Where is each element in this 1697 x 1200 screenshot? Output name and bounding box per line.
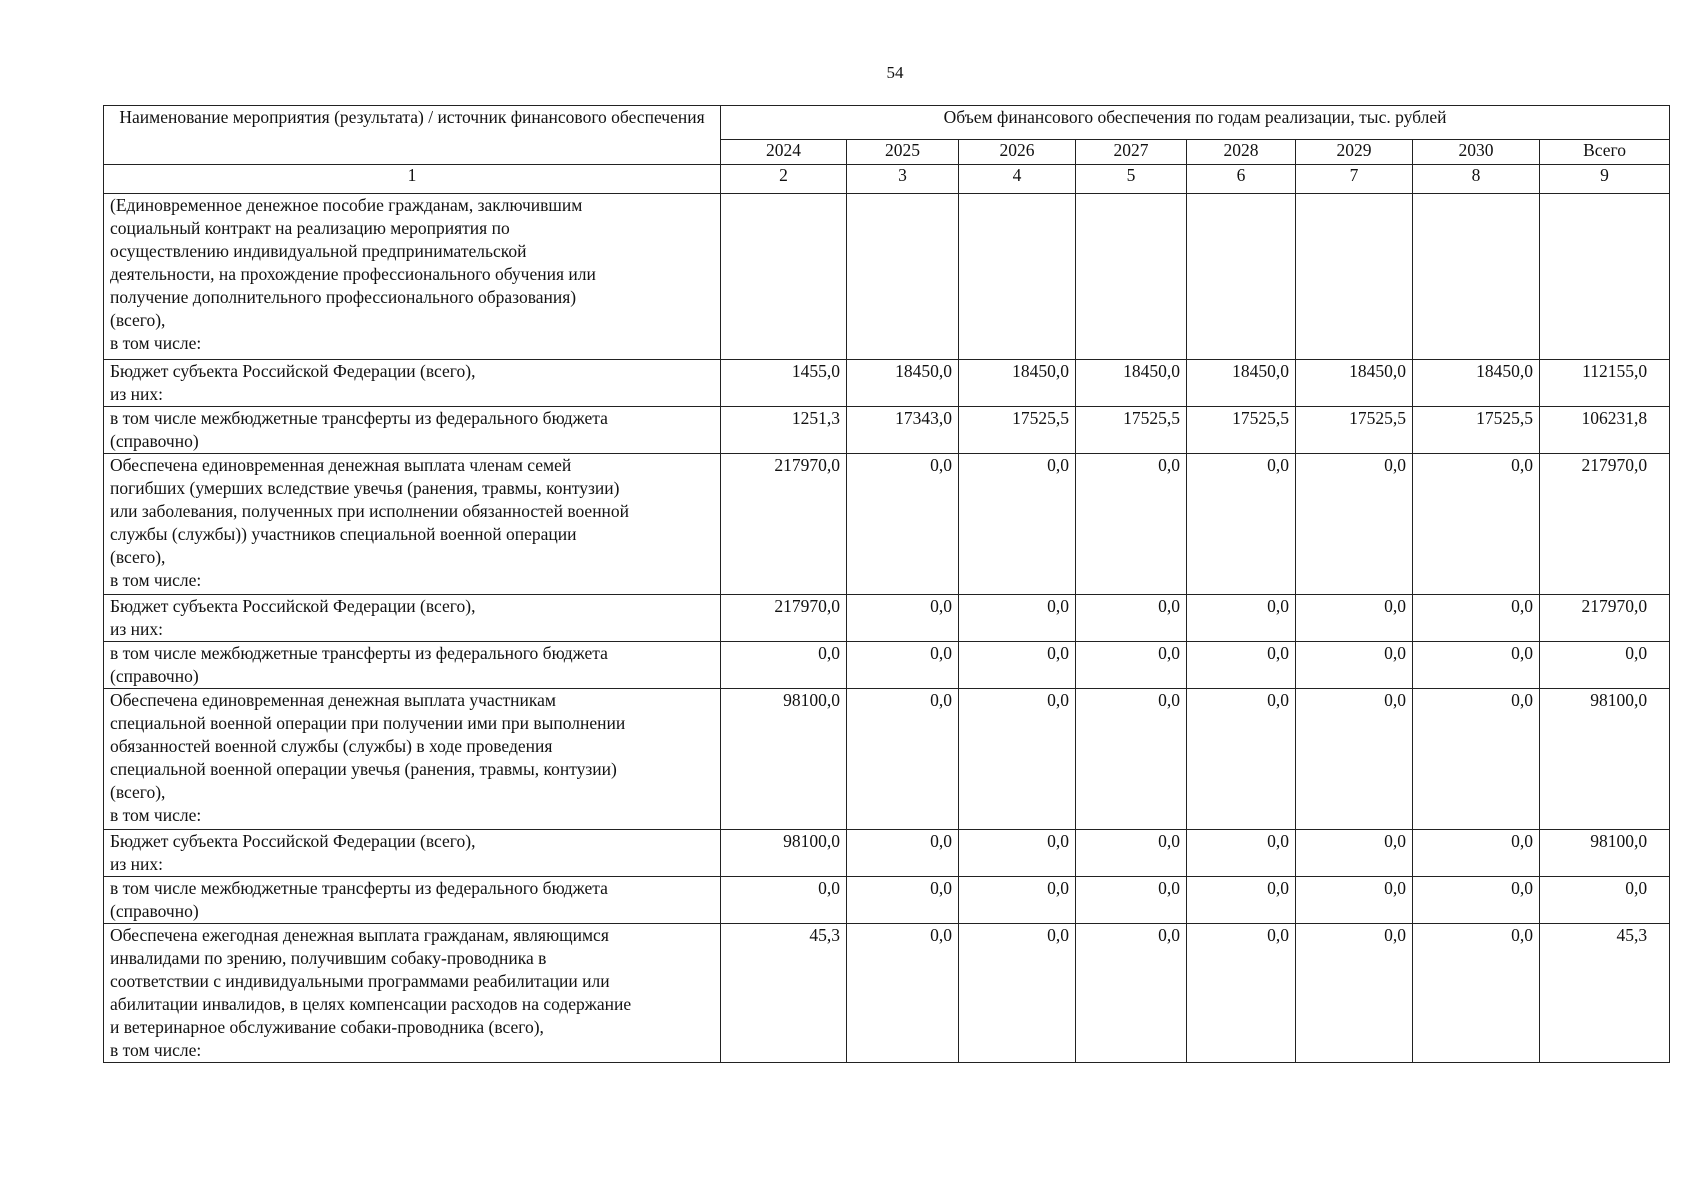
year-value-cell: 0,0 — [847, 642, 959, 689]
total-value-cell: 0,0 — [1540, 877, 1670, 924]
year-value-cell: 0,0 — [1413, 454, 1540, 595]
year-value-cell: 0,0 — [1187, 454, 1296, 595]
column-number: 8 — [1413, 165, 1540, 194]
activity-row — [104, 924, 1670, 1063]
year-value-cell: 0,0 — [1076, 642, 1187, 689]
header-total: Всего — [1540, 139, 1670, 164]
year-value-cell: 0,0 — [847, 877, 959, 924]
year-value-cell: 0,0 — [959, 595, 1076, 642]
transfer-row — [104, 877, 1670, 924]
year-value-cell: 18450,0 — [959, 360, 1076, 407]
description-line: Бюджет субъекта Российской Федерации (всего), — [110, 831, 476, 851]
description-line: Обеспечена единовременная денежная выплата членам семей — [110, 455, 572, 475]
total-value-cell: 98100,0 — [1540, 830, 1670, 877]
description-line: службы (службы)) участников специальной военной операции — [110, 524, 577, 544]
description-line: инвалидами по зрению, получившим собаку-проводника в — [110, 948, 547, 968]
year-value-cell — [959, 194, 1076, 360]
year-value-cell: 0,0 — [1187, 830, 1296, 877]
year-value-cell: 0,0 — [721, 642, 847, 689]
column-number: 3 — [847, 165, 959, 194]
year-value-cell: 0,0 — [959, 689, 1076, 830]
year-value-cell: 0,0 — [1413, 877, 1540, 924]
year-value-cell: 0,0 — [1076, 830, 1187, 877]
description-line: (всего), — [110, 782, 166, 802]
description-line: Бюджет субъекта Российской Федерации (всего), — [110, 596, 476, 616]
column-number: 4 — [959, 165, 1076, 194]
description-line: абилитации инвалидов, в целях компенсации расходов на содержание — [110, 994, 632, 1014]
year-value-cell: 98100,0 — [721, 689, 847, 830]
year-value-cell: 17525,5 — [1076, 407, 1187, 454]
row-description — [104, 689, 721, 830]
year-value-cell: 0,0 — [1076, 595, 1187, 642]
row-description — [104, 407, 721, 454]
row-description — [104, 877, 721, 924]
table-body — [104, 194, 1670, 1063]
description-line: обязанностей военной службы (службы) в ходе проведения — [110, 736, 553, 756]
year-value-cell: 45,3 — [721, 924, 847, 1063]
activity-row — [104, 454, 1670, 595]
year-value-cell: 0,0 — [1187, 689, 1296, 830]
year-value-cell: 18450,0 — [847, 360, 959, 407]
description-line: (справочно) — [110, 901, 199, 921]
year-value-cell: 17343,0 — [847, 407, 959, 454]
year-value-cell: 0,0 — [847, 830, 959, 877]
header-year: 2029 — [1296, 139, 1413, 164]
year-value-cell: 18450,0 — [1076, 360, 1187, 407]
header-name-column: Наименование мероприятия (результата) / источник финансового обеспечения — [104, 106, 721, 165]
total-value-cell: 98100,0 — [1540, 689, 1670, 830]
header-year: 2027 — [1076, 139, 1187, 164]
year-value-cell: 217970,0 — [721, 454, 847, 595]
description-line: в том числе: — [110, 333, 202, 353]
description-line: в том числе: — [110, 805, 202, 825]
description-line: в том числе межбюджетные трансферты из федерального бюджета — [110, 643, 608, 663]
year-value-cell: 0,0 — [1076, 454, 1187, 595]
description-line: специальной военной операции при получении ими при выполнении — [110, 713, 626, 733]
year-value-cell — [721, 194, 847, 360]
description-line: из них: — [110, 384, 163, 404]
financing-table — [103, 105, 1670, 1063]
header-volume-column: Объем финансового обеспечения по годам реализации, тыс. рублей — [721, 106, 1670, 140]
year-value-cell: 0,0 — [721, 877, 847, 924]
description-line: (справочно) — [110, 431, 199, 451]
total-value-cell: 112155,0 — [1540, 360, 1670, 407]
column-number: 7 — [1296, 165, 1413, 194]
transfer-row — [104, 407, 1670, 454]
description-line: деятельности, на прохождение профессионального обучения или — [110, 264, 596, 284]
description-line: в том числе: — [110, 1040, 202, 1060]
year-value-cell: 0,0 — [1296, 877, 1413, 924]
description-line: в том числе межбюджетные трансферты из федерального бюджета — [110, 878, 608, 898]
column-number: 2 — [721, 165, 847, 194]
column-number: 9 — [1540, 165, 1670, 194]
description-line: Бюджет субъекта Российской Федерации (всего), — [110, 361, 476, 381]
year-value-cell — [1413, 194, 1540, 360]
year-value-cell: 0,0 — [959, 877, 1076, 924]
year-value-cell: 217970,0 — [721, 595, 847, 642]
year-value-cell: 17525,5 — [1296, 407, 1413, 454]
year-value-cell: 0,0 — [1076, 877, 1187, 924]
row-description — [104, 595, 721, 642]
column-number: 1 — [104, 165, 721, 194]
year-value-cell: 0,0 — [1296, 689, 1413, 830]
year-value-cell: 18450,0 — [1187, 360, 1296, 407]
row-description — [104, 642, 721, 689]
year-value-cell — [1187, 194, 1296, 360]
transfer-row — [104, 642, 1670, 689]
year-value-cell: 17525,5 — [1187, 407, 1296, 454]
activity-row — [104, 689, 1670, 830]
description-line: погибших (умерших вследствие увечья (ранения, травмы, контузии) — [110, 478, 620, 498]
total-value-cell: 106231,8 — [1540, 407, 1670, 454]
year-value-cell — [1076, 194, 1187, 360]
row-description — [104, 194, 721, 360]
row-description — [104, 924, 721, 1063]
year-value-cell: 0,0 — [847, 924, 959, 1063]
year-value-cell: 0,0 — [847, 689, 959, 830]
year-value-cell: 0,0 — [1076, 924, 1187, 1063]
header-year: 2028 — [1187, 139, 1296, 164]
header-year: 2025 — [847, 139, 959, 164]
description-line: соответствии с индивидуальными программами реабилитации или — [110, 971, 610, 991]
description-line: или заболевания, полученных при исполнении обязанностей военной — [110, 501, 630, 521]
year-value-cell: 0,0 — [847, 454, 959, 595]
year-value-cell: 0,0 — [847, 595, 959, 642]
total-value-cell: 217970,0 — [1540, 454, 1670, 595]
description-line: и ветеринарное обслуживание собаки-проводника (всего), — [110, 1017, 544, 1037]
year-value-cell: 0,0 — [1413, 642, 1540, 689]
year-value-cell: 0,0 — [1187, 595, 1296, 642]
budget-row — [104, 830, 1670, 877]
year-value-cell: 0,0 — [1296, 924, 1413, 1063]
budget-row — [104, 595, 1670, 642]
header-year: 2026 — [959, 139, 1076, 164]
year-value-cell: 0,0 — [1296, 830, 1413, 877]
year-value-cell: 1251,3 — [721, 407, 847, 454]
year-value-cell: 0,0 — [959, 642, 1076, 689]
year-value-cell — [1296, 194, 1413, 360]
total-value-cell: 217970,0 — [1540, 595, 1670, 642]
year-value-cell — [847, 194, 959, 360]
year-value-cell: 98100,0 — [721, 830, 847, 877]
year-value-cell: 0,0 — [1296, 454, 1413, 595]
total-value-cell: 45,3 — [1540, 924, 1670, 1063]
description-line: из них: — [110, 854, 163, 874]
description-line: в том числе межбюджетные трансферты из федерального бюджета — [110, 408, 608, 428]
description-line: (Единовременное денежное пособие гражданам, заключившим — [110, 195, 583, 215]
description-line: получение дополнительного профессионального образования) — [110, 287, 577, 307]
year-value-cell: 1455,0 — [721, 360, 847, 407]
year-value-cell: 0,0 — [959, 454, 1076, 595]
year-value-cell: 0,0 — [959, 924, 1076, 1063]
year-value-cell: 0,0 — [1413, 595, 1540, 642]
description-line: специальной военной операции увечья (ранения, травмы, контузии) — [110, 759, 617, 779]
year-value-cell: 0,0 — [1187, 924, 1296, 1063]
row-description — [104, 830, 721, 877]
year-value-cell: 0,0 — [1187, 642, 1296, 689]
year-value-cell: 18450,0 — [1296, 360, 1413, 407]
total-value-cell — [1540, 194, 1670, 360]
year-value-cell: 0,0 — [1076, 689, 1187, 830]
activity-row — [104, 194, 1670, 360]
budget-row — [104, 360, 1670, 407]
row-description — [104, 454, 721, 595]
description-line: (всего), — [110, 310, 166, 330]
description-line: из них: — [110, 619, 163, 639]
header-year: 2030 — [1413, 139, 1540, 164]
row-description — [104, 360, 721, 407]
description-line: социальный контракт на реализацию мероприятия по — [110, 218, 510, 238]
description-line: в том числе: — [110, 570, 202, 590]
total-value-cell: 0,0 — [1540, 642, 1670, 689]
description-line: Обеспечена ежегодная денежная выплата гражданам, являющимся — [110, 925, 609, 945]
year-value-cell: 0,0 — [1413, 689, 1540, 830]
header-year: 2024 — [721, 139, 847, 164]
year-value-cell: 0,0 — [1413, 924, 1540, 1063]
year-value-cell: 0,0 — [1413, 830, 1540, 877]
year-value-cell: 0,0 — [1296, 595, 1413, 642]
year-value-cell: 0,0 — [1296, 642, 1413, 689]
description-line: осуществлению индивидуальной предпринимательской — [110, 241, 527, 261]
year-value-cell: 0,0 — [1187, 877, 1296, 924]
year-value-cell: 0,0 — [959, 830, 1076, 877]
year-value-cell: 17525,5 — [1413, 407, 1540, 454]
description-line: (всего), — [110, 547, 166, 567]
column-number: 6 — [1187, 165, 1296, 194]
page-number: 54 — [886, 63, 904, 82]
year-value-cell: 17525,5 — [959, 407, 1076, 454]
year-value-cell: 18450,0 — [1413, 360, 1540, 407]
column-number: 5 — [1076, 165, 1187, 194]
description-line: Обеспечена единовременная денежная выплата участникам — [110, 690, 556, 710]
description-line: (справочно) — [110, 666, 199, 686]
